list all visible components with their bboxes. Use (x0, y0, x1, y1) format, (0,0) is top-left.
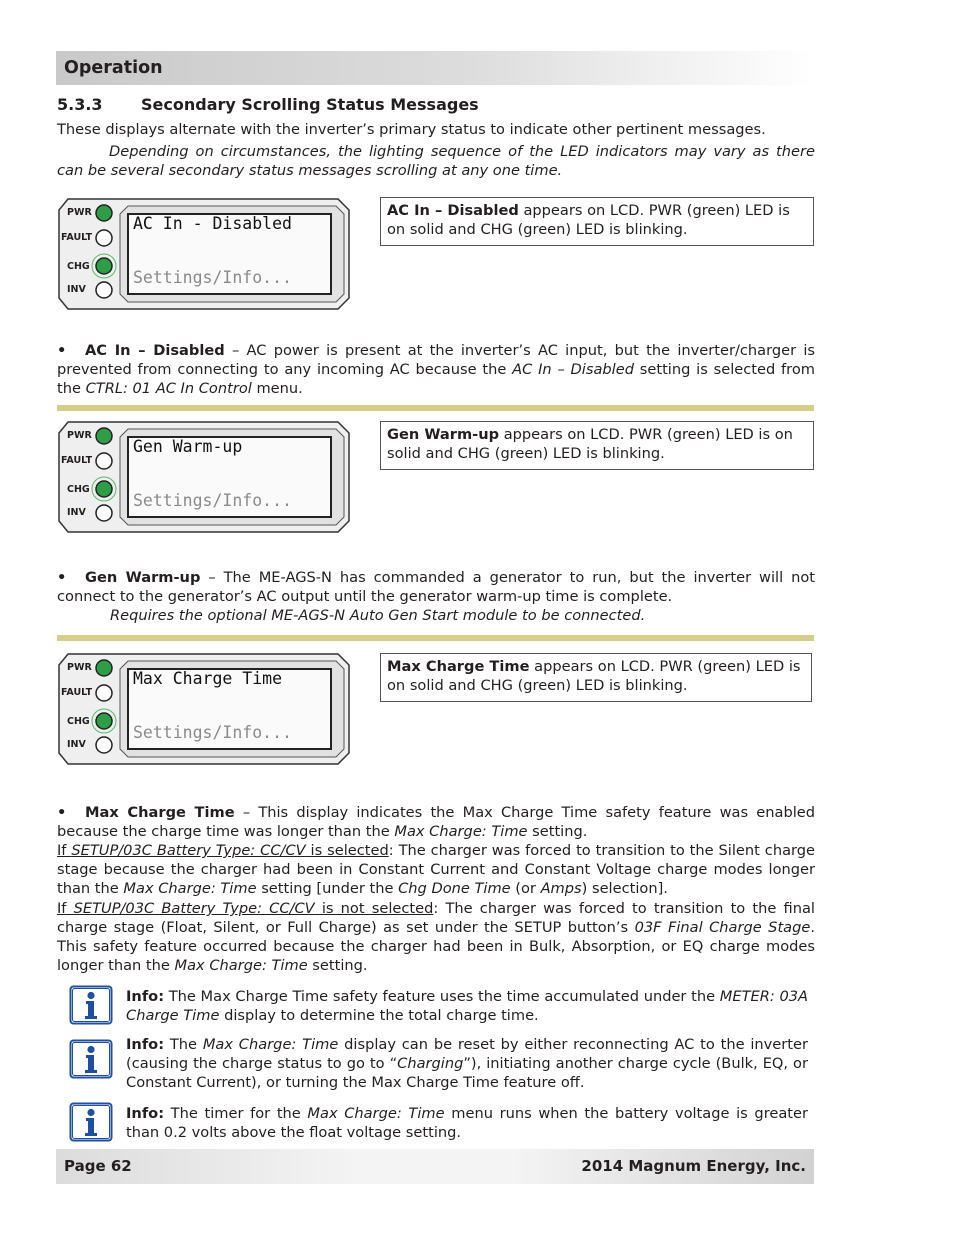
info-italic: Max Charge: Time (307, 1105, 445, 1122)
bullet-term: AC In – Disabled (85, 342, 225, 359)
selected-text: is selected (305, 842, 389, 859)
paragraph-italic: Max Charge: Time (123, 880, 257, 897)
info-note-1 (126, 987, 808, 1025)
description-term: AC In – Disabled (387, 202, 519, 219)
lcd-line-1: Gen Warm-up (133, 437, 243, 456)
inv-led-icon (96, 505, 112, 521)
info-label: Info: (126, 1105, 165, 1122)
description-term: Max Charge Time (387, 658, 530, 675)
paragraph-text: : The charger was forced to transition to the Silent charge stage because the charger had been in Constant Current and Constant Voltage charge modes longer than the (57, 842, 815, 897)
bullet-term: Gen Warm-up (85, 569, 201, 586)
pwr-led-icon (96, 428, 112, 444)
not-selected-text: is not selected (314, 900, 434, 917)
paragraph-text: : The charger was forced to transition to the final charge stage (Float, Silent, or Full Charge) as set under the SETUP button’s (57, 900, 815, 936)
section-header-bar (56, 51, 814, 85)
bullet-italic: Max Charge: Time (394, 823, 528, 840)
paragraph-text: . This safety feature occurred because the charger had been in Bulk, Absorption, or EQ charge modes longer than the (57, 919, 815, 974)
bullet-term: Max Charge Time (85, 804, 235, 821)
lcd-line-2: Settings/Info... (133, 723, 292, 742)
intro-note: Depending on circumstances, the lighting sequence of the LED indicators may vary as there can be several secondary status messages scrolling at any one time. (57, 143, 815, 179)
chg-label: CHG (67, 261, 90, 272)
info-italic: Charging (397, 1055, 464, 1072)
chg-led-icon (96, 258, 112, 274)
display-description (380, 653, 812, 702)
info-icon (69, 985, 113, 1025)
pwr-label: PWR (67, 662, 92, 673)
inv-led-icon (96, 737, 112, 753)
section-heading (57, 95, 479, 115)
fault-led-icon (96, 685, 112, 701)
lcd-panel-ac-in (58, 198, 350, 310)
info-note-3 (126, 1104, 808, 1142)
paragraph-italic: Max Charge: Time (174, 957, 308, 974)
divider-rule (57, 405, 814, 411)
fault-label: FAULT (61, 232, 93, 243)
chg-label: CHG (67, 484, 90, 495)
description-text: appears on LCD. PWR (green) LED is on solid and CHG (green) LED is blinking. (387, 426, 793, 462)
lcd-line-2: Settings/Info... (133, 491, 292, 510)
inv-label: INV (67, 284, 86, 295)
fault-label: FAULT (61, 455, 93, 466)
info-label: Info: (126, 988, 165, 1005)
info-icon (69, 1102, 113, 1142)
bullet-gen-warmup (57, 568, 815, 606)
pwr-label: PWR (67, 430, 92, 441)
lcd-panel-max-charge (58, 653, 350, 765)
paragraph-italic: Chg Done Time (398, 880, 511, 897)
info-note-2 (126, 1035, 808, 1092)
page-number: Page 62 (64, 1157, 132, 1175)
paragraph-text: setting [under the (256, 880, 399, 897)
bullet-icon: • (57, 342, 67, 359)
inv-label: INV (67, 507, 86, 518)
bullet-max-charge-time (57, 803, 815, 841)
fault-led-icon (96, 230, 112, 246)
fault-label: FAULT (61, 687, 93, 698)
description-text: appears on LCD. PWR (green) LED is on solid and CHG (green) LED is blinking. (387, 658, 801, 694)
inv-led-icon (96, 282, 112, 298)
display-description (380, 197, 814, 246)
bullet-icon: • (57, 804, 67, 821)
section-number: 5.3.3 (57, 95, 103, 114)
paragraph-text: setting. (307, 957, 368, 974)
info-text: display can be reset by either reconnecting AC to the inverter (causing the charge status to go to “ (126, 1036, 808, 1072)
bullet-text: setting. (527, 823, 588, 840)
gen-warmup-note: Requires the optional ME-AGS-N Auto Gen Start module to be connected. (110, 607, 646, 624)
info-italic: METER: 03A Charge Time (126, 988, 809, 1024)
lcd-line-1: Max Charge Time (133, 669, 283, 688)
chg-led-icon (96, 481, 112, 497)
bullet-text: – The ME-AGS-N has commanded a generator to run, but the inverter will not connect to the generator’s AC output until the generator warm-up time is complete. (57, 569, 815, 605)
display-description (380, 421, 814, 470)
section-title: Secondary Scrolling Status Messages (141, 95, 479, 114)
pwr-led-icon (96, 660, 112, 676)
inv-label: INV (67, 739, 86, 750)
bullet-italic: AC In – Disabled (512, 361, 634, 378)
bullet-text: – This display indicates the Max Charge Time safety feature was enabled because the charge time was longer than the (57, 804, 815, 840)
info-text: menu runs when the battery voltage is greater than 0.2 volts above the float voltage setting. (126, 1105, 808, 1141)
lcd-line-2: Settings/Info... (133, 268, 292, 287)
chg-label: CHG (67, 716, 90, 727)
page-footer (56, 1149, 814, 1184)
info-icon (69, 1039, 113, 1079)
paragraph-italic: 03F Final Charge Stage (634, 919, 811, 936)
bullet-text: – AC power is present at the inverter’s AC input, but the inverter/charger is prevented from connecting to any incoming AC because the (57, 342, 815, 378)
info-label: Info: (126, 1036, 165, 1053)
description-text: appears on LCD. PWR (green) LED is on solid and CHG (green) LED is blinking. (387, 202, 790, 238)
fault-led-icon (96, 453, 112, 469)
divider-rule (57, 635, 814, 641)
info-italic: Max Charge: Time (202, 1036, 339, 1053)
setup-reference: SETUP/03C Battery Type: CC/CV (73, 900, 315, 917)
info-text: The timer for the (164, 1105, 308, 1122)
lcd-line-1: AC In - Disabled (133, 214, 292, 233)
info-text: display to determine the total charge time. (219, 1007, 539, 1024)
bullet-text: menu. (251, 380, 303, 397)
lcd-panel-gen-warmup (58, 421, 350, 533)
info-text: ”), initiating another charge cycle (Bulk, EQ, or Constant Current), or turning the Max Charge Time feature off. (126, 1055, 808, 1091)
bullet-icon: • (57, 569, 67, 586)
cc-cv-not-selected-paragraph (57, 899, 815, 975)
chg-led-icon (96, 713, 112, 729)
pwr-label: PWR (67, 207, 92, 218)
pwr-led-icon (96, 205, 112, 221)
description-term: Gen Warm-up (387, 426, 500, 443)
info-text: The (164, 1036, 203, 1053)
info-text: The Max Charge Time safety feature uses the time accumulated under the (164, 988, 720, 1005)
if-text: If (57, 900, 74, 917)
header-title: Operation (64, 58, 163, 78)
intro-paragraph: These displays alternate with the inverter’s primary status to indicate other pertinent messages. (57, 121, 766, 138)
bullet-italic: CTRL: 01 AC In Control (85, 380, 252, 397)
paragraph-italic: Amps (540, 880, 582, 897)
paragraph-text: ) selection]. (581, 880, 668, 897)
cc-cv-selected-paragraph (57, 841, 815, 898)
copyright: 2014 Magnum Energy, Inc. (581, 1157, 806, 1175)
bullet-text: setting is selected from the (57, 361, 816, 397)
bullet-ac-in-disabled (57, 341, 815, 398)
if-text: If (57, 842, 72, 859)
setup-reference: SETUP/03C Battery Type: CC/CV (71, 842, 306, 859)
paragraph-text: (or (510, 880, 541, 897)
